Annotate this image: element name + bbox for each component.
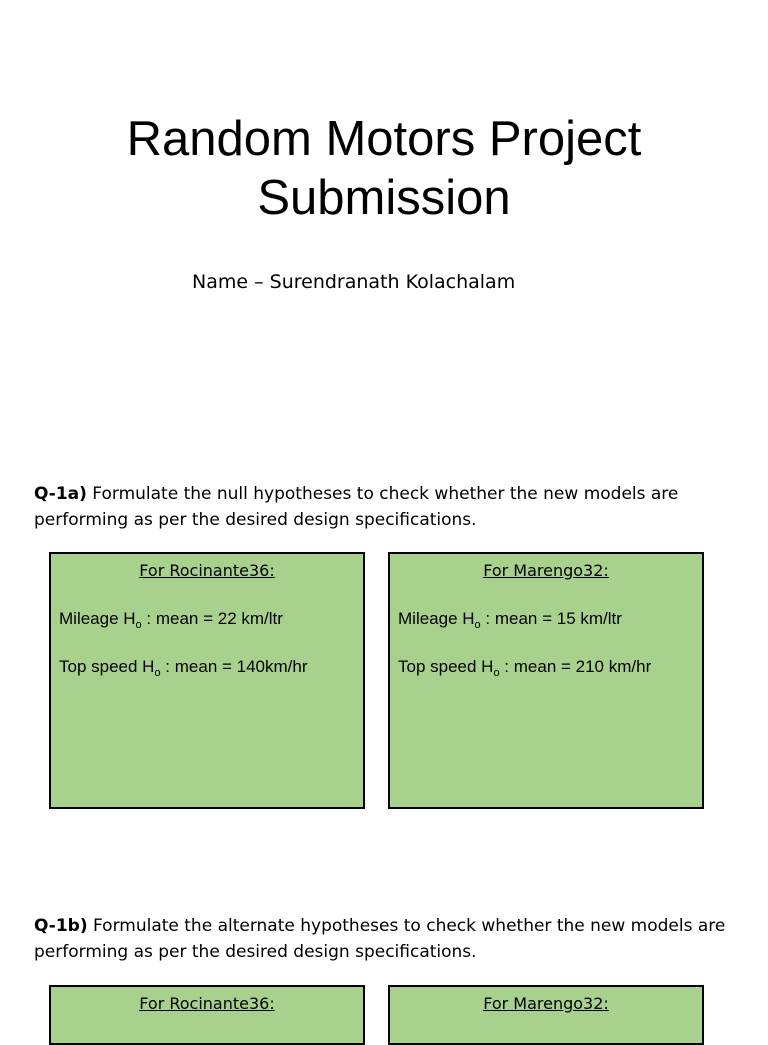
mileage-hypothesis: Mileage $H_o$ : mean = 22 km/ltr (59, 609, 283, 631)
question-1b (34, 913, 750, 965)
box-heading: For Rocinante36: (139, 994, 275, 1013)
question-1b-text: Formulate the alternate hypotheses to check whether the new models are performing as per the desired design specifications. (34, 916, 726, 962)
box-heading: For Marengo32: (483, 994, 609, 1013)
question-1a (34, 481, 750, 533)
box-heading: For Rocinante36: (139, 561, 275, 580)
question-1b-label: Q-1b) (34, 916, 88, 936)
mileage-hypothesis: Mileage $H_o$ : mean = 15 km/ltr (398, 609, 622, 631)
top-speed-hypothesis: Top speed $H_o$ : mean = 210 km/hr (398, 657, 652, 679)
null-hypothesis-box-rocinante36 (49, 552, 365, 809)
alternate-hypothesis-box-rocinante36 (49, 985, 365, 1045)
alternate-hypothesis-box-marengo32 (388, 985, 704, 1045)
question-1a-label: Q-1a) (34, 484, 87, 504)
null-hypothesis-box-marengo32 (388, 552, 704, 809)
question-1a-text: Formulate the null hypotheses to check whether the new models are performing as per the desired design specifications. (34, 484, 679, 530)
document-title (0, 110, 768, 228)
author-name: Name – Surendranath Kolachalam (192, 271, 516, 293)
title-line-1: Random Motors Project (126, 112, 642, 166)
box-heading: For Marengo32: (483, 561, 609, 580)
title-line-2: Submission (257, 171, 511, 225)
top-speed-hypothesis: Top speed $H_o$ : mean = 140km/hr (59, 657, 308, 679)
